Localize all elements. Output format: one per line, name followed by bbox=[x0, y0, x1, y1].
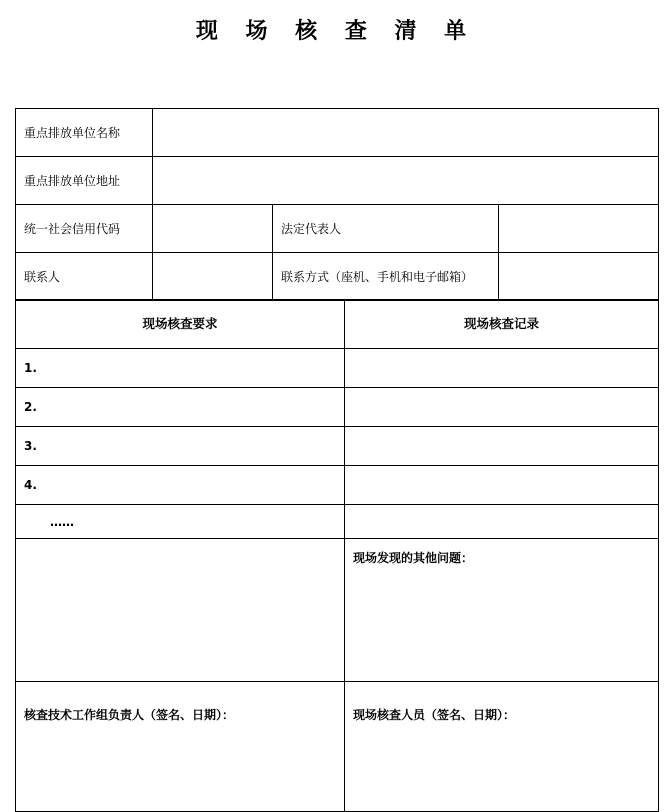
credit-code-field[interactable] bbox=[153, 205, 273, 253]
unit-address-label: 重点排放单位地址 bbox=[16, 157, 153, 205]
record-field-1[interactable] bbox=[345, 349, 659, 388]
requirement-item-4[interactable]: 4. bbox=[16, 466, 345, 505]
unit-name-row bbox=[16, 109, 659, 157]
credit-code-row bbox=[16, 205, 659, 253]
unit-address-field[interactable] bbox=[153, 157, 659, 205]
requirements-header: 现场核查要求 bbox=[16, 300, 345, 349]
record-field-2[interactable] bbox=[345, 388, 659, 427]
contact-method-field[interactable] bbox=[499, 253, 659, 301]
contact-field[interactable] bbox=[153, 253, 273, 301]
page-title: 现 场 核 查 清 单 bbox=[195, 19, 477, 44]
table-row bbox=[16, 349, 659, 388]
unit-address-row bbox=[16, 157, 659, 205]
contact-method-label: 联系方式（座机、手机和电子邮箱） bbox=[273, 253, 499, 301]
unit-name-field[interactable] bbox=[153, 109, 659, 157]
signature-row bbox=[16, 682, 659, 812]
contact-row bbox=[16, 253, 659, 301]
table-row bbox=[16, 388, 659, 427]
record-field-more[interactable] bbox=[345, 505, 659, 539]
unit-name-label: 重点排放单位名称 bbox=[16, 109, 153, 157]
leader-signature-field[interactable]: 核查技术工作组负责人（签名、日期）： bbox=[16, 682, 345, 812]
records-header: 现场核查记录 bbox=[345, 300, 659, 349]
other-issues-row bbox=[16, 539, 659, 682]
blank-cell[interactable] bbox=[16, 539, 345, 682]
contact-label: 联系人 bbox=[16, 253, 153, 301]
table-row bbox=[16, 427, 659, 466]
inspector-signature-field[interactable]: 现场核查人员（签名、日期）： bbox=[345, 682, 659, 812]
check-header-row bbox=[16, 300, 659, 349]
requirement-item-2[interactable]: 2. bbox=[16, 388, 345, 427]
table-row bbox=[16, 466, 659, 505]
record-field-3[interactable] bbox=[345, 427, 659, 466]
legal-rep-label: 法定代表人 bbox=[273, 205, 499, 253]
checklist-table bbox=[15, 108, 659, 301]
table-row bbox=[16, 505, 659, 539]
check-table bbox=[15, 299, 659, 812]
record-field-4[interactable] bbox=[345, 466, 659, 505]
requirement-item-more[interactable]: …… bbox=[16, 505, 345, 539]
requirement-item-3[interactable]: 3. bbox=[16, 427, 345, 466]
legal-rep-field[interactable] bbox=[499, 205, 659, 253]
credit-code-label: 统一社会信用代码 bbox=[16, 205, 153, 253]
requirement-item-1[interactable]: 1. bbox=[16, 349, 345, 388]
other-issues-field[interactable]: 现场发现的其他问题： bbox=[345, 539, 659, 682]
